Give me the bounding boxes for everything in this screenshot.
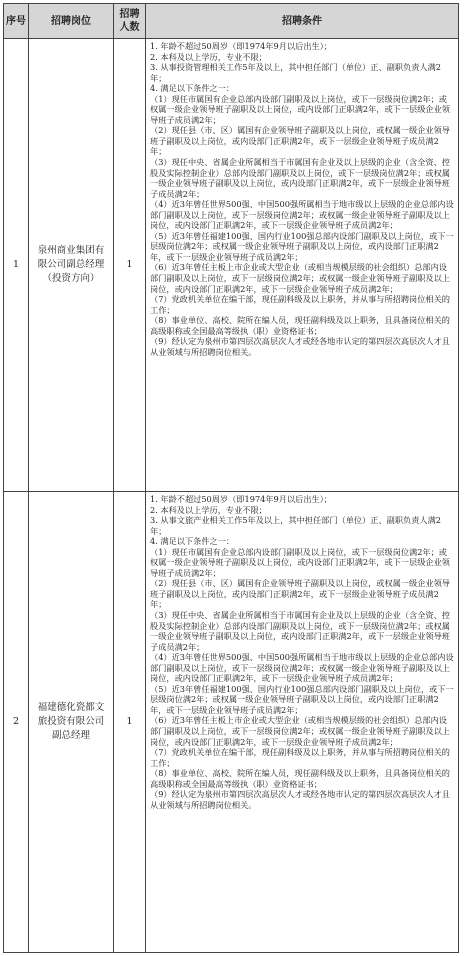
condition-item: （2）现任县（市、区）属国有企业领导班子副职及以上岗位，或权属一级企业领导班子副职及以上岗位，或内设部门正职满2年，或下一层级企业领导班子成员满2年； <box>150 125 450 157</box>
header-count-line2: 人数 <box>119 22 140 33</box>
condition-item: （7）党政机关单位在编干部，现任副科级及以上职务，并从事与所招聘岗位相关的工作； <box>150 294 450 315</box>
condition-item: （1）现任市属国有企业总部内设部门副职及以上岗位，或下一层级岗位满2年；或权属一级企业领导班子副职及以上岗位，或内设部门正职满2年，或下一层级企业领导班子成员满2年； <box>150 546 450 578</box>
condition-item: 4. 满足以下条件之一： <box>150 536 235 547</box>
position-name: 泉州商业集团有限公司副总经理（投资方向） <box>29 39 114 492</box>
condition-item: （4）近3年曾任世界500强、中国500强所属相当于地市级以上层级的企业总部内设部门副职及以上岗位，或下一层级岗位满2年；或权属一级企业领导班子副职及以上岗位，或内设部门正职满2年，或下一层级企业领导班子成员满2年； <box>150 199 454 231</box>
conditions-cell <box>146 39 459 492</box>
condition-item: 1. 年龄不超过50周岁（即1974年9月以后出生）； <box>150 41 332 51</box>
condition-item: 1. 年龄不超过50周岁（即1974年9月以后出生）； <box>150 494 332 504</box>
header-count-line1: 招聘 <box>119 9 140 20</box>
condition-item: （9）经认定为泉州市第四层次高层次人才或经各地市认定的第四层次高层次人才且从业领域与所招聘岗位相关。 <box>150 789 450 810</box>
condition-item: 4. 满足以下条件之一： <box>150 83 235 94</box>
position-name: 福建德化瓷都文旅投资有限公司副总经理 <box>29 492 114 953</box>
condition-item: （8）事业单位、高校、院所在编人员，现任副科级及以上职务，且具备岗位相关的高级职称或全国最高等级执（职）业资格证书； <box>150 315 450 336</box>
condition-item: 3. 从事文旅产业相关工作5年及以上，其中担任部门（单位）正、副职负责人满2年； <box>150 515 442 536</box>
row-number: 1 <box>4 39 29 492</box>
condition-item: （1）现任市属国有企业总部内设部门副职及以上岗位，或下一层级岗位满2年；或权属一级企业领导班子副职及以上岗位，或内设部门正职满2年，或下一层级企业领导班子成员满2年； <box>150 93 450 125</box>
condition-item: 2. 本科及以上学历，专业不限； <box>150 51 267 62</box>
condition-item: （7）党政机关单位在编干部，现任副科级及以上职务，并从事与所招聘岗位相关的工作； <box>150 747 450 768</box>
table-row <box>4 492 459 953</box>
row-number: 2 <box>4 492 29 953</box>
condition-item: （6）近3年曾任主板上市企业或大型企业（或相当规模层级的社会组织）总部内设部门副职及以上岗位，或下一层级岗位满2年；或权属一级企业领导班子副职及以上岗位，或内设部门正职满2年，或下一层级企业领导班子成员满2年； <box>150 715 450 747</box>
header-count <box>114 4 146 39</box>
header-conditions: 招聘条件 <box>146 4 459 39</box>
condition-item: （5）近3年曾任福建100强、国内行业100强总部内设部门副职及以上岗位，或下一层级岗位满2年；或权属一级企业领导班子副职及以上岗位，或内设部门正职满2年，或下一层级企业领导班子成员满2年； <box>150 683 454 715</box>
header-no: 序号 <box>4 4 29 39</box>
condition-item: 2. 本科及以上学历，专业不限； <box>150 504 267 515</box>
condition-item: （3）现任中央、省属企业所属相当于市属国有企业及以上层级的企业（含全资、控股及实际控制企业）总部内设部门副职及以上岗位，或下一层级岗位满2年；或权属一级企业领导班子副职及以上岗位，或内设部门正职满2年，或下一层级企业领导班子成员满2年； <box>150 610 450 652</box>
conditions-cell <box>146 492 459 953</box>
condition-item: （8）事业单位、高校、院所在编人员，现任副科级及以上职务，且具备岗位相关的高级职称或全国最高等级执（职）业资格证书； <box>150 768 450 789</box>
condition-item: （9）经认定为泉州市第四层次高层次人才或经各地市认定的第四层次高层次人才且从业领域与所招聘岗位相关。 <box>150 336 450 357</box>
header-position: 招聘岗位 <box>29 4 114 39</box>
condition-item: （3）现任中央、省属企业所属相当于市属国有企业及以上层级的企业（含全资、控股及实际控制企业）总部内设部门副职及以上岗位，或下一层级岗位满2年；或权属一级企业领导班子副职及以上岗位，或内设部门正职满2年，或下一层级企业领导班子成员满2年； <box>150 157 450 199</box>
recruitment-table <box>3 3 459 953</box>
condition-item: （4）近3年曾任世界500强、中国500强所属相当于地市级以上层级的企业总部内设部门副职及以上岗位，或下一层级岗位满2年；或权属一级企业领导班子副职及以上岗位，或内设部门正职满2年，或下一层级企业领导班子成员满2年； <box>150 652 454 684</box>
condition-item: （5）近3年曾任福建100强、国内行业100强总部内设部门副职及以上岗位，或下一层级岗位满2年；或权属一级企业领导班子副职及以上岗位，或内设部门正职满2年，或下一层级企业领导班子成员满2年； <box>150 230 454 262</box>
table-header-row <box>4 4 459 39</box>
headcount: 1 <box>114 492 146 953</box>
headcount: 1 <box>114 39 146 492</box>
condition-item: （2）现任县（市、区）属国有企业领导班子副职及以上岗位，或权属一级企业领导班子副职及以上岗位，或内设部门正职满2年，或下一层级企业领导班子成员满2年； <box>150 578 450 610</box>
table-row <box>4 39 459 492</box>
condition-item: 3. 从事投资管理相关工作5年及以上，其中担任部门（单位）正、副职负责人满2年； <box>150 62 442 83</box>
condition-item: （6）近3年曾任主板上市企业或大型企业（或相当规模层级的社会组织）总部内设部门副职及以上岗位，或下一层级岗位满2年；或权属一级企业领导班子副职及以上岗位，或内设部门正职满2年，或下一层级企业领导班子成员满2年； <box>150 262 450 294</box>
